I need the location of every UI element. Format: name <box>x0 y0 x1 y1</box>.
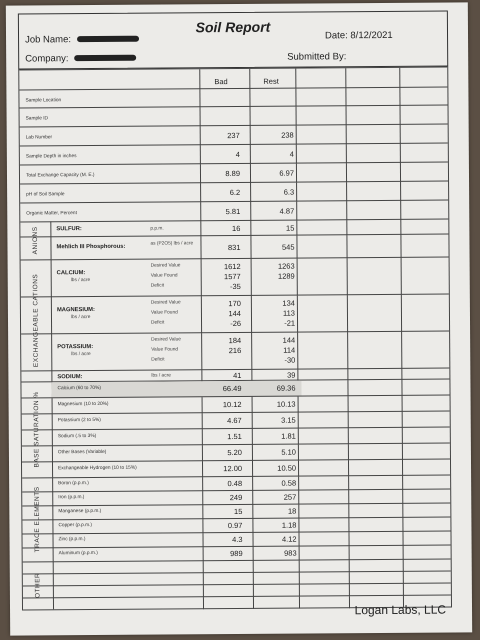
column-divider <box>347 332 348 369</box>
row-label: Copper (p.p.m.) <box>58 523 93 529</box>
cell-value: 1.81 <box>281 431 296 441</box>
cell-value: 216 <box>228 345 242 356</box>
column-divider <box>250 107 251 126</box>
row-label: Zinc (p.p.m.) <box>58 537 86 543</box>
column-divider <box>345 68 346 88</box>
column-divider <box>346 163 347 182</box>
sulfur-unit: p.p.m. <box>150 226 164 232</box>
cell-value: 1.51 <box>227 431 242 442</box>
column-divider <box>298 477 299 491</box>
column-divider <box>297 296 298 333</box>
magnesium-label: MAGNESIUM: <box>56 307 95 314</box>
calcium-unit: lbs / acre <box>70 278 91 284</box>
column-divider <box>348 476 349 490</box>
column-divider <box>401 380 402 396</box>
cell-value: 184 <box>228 335 242 346</box>
column-divider <box>401 332 402 369</box>
column-divider <box>402 428 403 444</box>
cell-value: 41 <box>233 370 242 381</box>
column-divider <box>348 532 349 546</box>
cell-value: 1.18 <box>281 520 297 530</box>
value-type-label: Value Found <box>150 273 178 279</box>
column-divider <box>400 182 401 201</box>
phosphorous-unit: as (P2O5) lbs / acre <box>150 241 194 247</box>
magnesium-unit: lbs / acre <box>70 315 91 321</box>
column-divider <box>296 183 297 202</box>
row-label: Potassium (2 to 5%) <box>57 417 101 424</box>
cell-value: 10.12 <box>222 399 242 410</box>
cell-value: 1612 <box>223 261 241 272</box>
date-label: Date: <box>324 30 348 42</box>
row-label: Calcium (60 to 70%) <box>57 385 101 392</box>
calcium-label: CALCIUM: <box>56 270 86 277</box>
column-divider <box>399 68 400 88</box>
cell-value: 134 <box>282 298 295 308</box>
column-divider <box>298 533 299 547</box>
row-label: Manganese (p.p.m.) <box>58 508 102 515</box>
company-label: Company: <box>25 53 69 65</box>
column-divider <box>347 258 348 295</box>
redaction-bar <box>77 36 139 42</box>
row-label: Aluminum (p.p.m.) <box>58 550 98 557</box>
cell-value: 989 <box>230 548 243 559</box>
column-divider <box>296 202 297 221</box>
cell-value: 237 <box>227 130 240 141</box>
column-divider <box>347 295 348 332</box>
column-divider <box>298 413 299 429</box>
cell-value: 69.36 <box>276 383 296 393</box>
column-divider <box>299 547 300 561</box>
column-divider <box>348 444 349 460</box>
row-label: Boron (p.p.m.) <box>58 481 89 487</box>
cell-value: 545 <box>281 242 295 252</box>
cell-value: 3.15 <box>281 415 296 425</box>
column-divider <box>348 428 349 444</box>
column-divider <box>348 504 349 518</box>
potassium-block <box>21 331 449 372</box>
report-title: Soil Report <box>195 18 271 36</box>
results-table <box>18 67 452 611</box>
column-divider <box>298 445 299 461</box>
column-divider <box>298 397 299 413</box>
cell-value: 113 <box>282 308 295 318</box>
column-divider <box>402 476 403 490</box>
column-divider <box>298 505 299 519</box>
cell-value: 0.48 <box>227 478 243 489</box>
column-divider <box>402 532 403 546</box>
column-divider <box>297 333 298 370</box>
potassium-unit: lbs / acre <box>71 352 91 358</box>
cell-value: -30 <box>284 355 296 365</box>
cell-value: 18 <box>287 506 297 516</box>
column-divider <box>298 429 299 445</box>
column-divider <box>401 258 402 295</box>
cell-value: 12.00 <box>223 463 243 474</box>
cell-value: 6.3 <box>283 187 295 197</box>
column-divider <box>346 106 347 125</box>
cell-value: 144 <box>228 308 241 319</box>
cell-value: 238 <box>281 130 294 140</box>
column-divider <box>295 69 296 89</box>
cell-value: 15 <box>233 506 243 517</box>
cell-value: 4.87 <box>279 206 295 216</box>
column-divider <box>199 69 200 89</box>
cell-value: -21 <box>284 318 296 328</box>
cell-value: 0.58 <box>281 478 297 488</box>
column-divider <box>402 490 403 504</box>
potassium-label: POTASSIUM: <box>57 344 94 351</box>
cell-value: 1289 <box>277 271 295 281</box>
column-divider <box>402 504 403 518</box>
job-name-field <box>25 34 139 46</box>
column-divider <box>346 182 347 201</box>
trace-elements-side-label: TRACE ELEMENTS <box>33 486 42 553</box>
column-divider <box>346 144 347 163</box>
cell-value: 4 <box>235 149 240 160</box>
cell-value: 114 <box>283 345 296 355</box>
cell-value: 4 <box>289 149 294 159</box>
cell-value: 66.49 <box>222 383 242 394</box>
column-divider <box>400 163 401 182</box>
value-type-label: Deficit <box>150 283 165 289</box>
column-divider <box>296 107 297 126</box>
cell-value: 831 <box>227 242 241 253</box>
column-divider <box>348 490 349 504</box>
cell-value: 15 <box>285 223 295 233</box>
redaction-bar <box>74 55 136 61</box>
cell-value: 0.97 <box>227 520 243 531</box>
row-label: Organic Matter, Percent <box>26 211 77 217</box>
cell-value: 5.81 <box>225 206 241 217</box>
base-saturation-side-label: BASE SATURATION % <box>33 391 41 468</box>
sulfur-label: SULFUR: <box>56 226 82 233</box>
row-label: pH of Soil Sample <box>26 192 65 198</box>
sodium-label: SODIUM: <box>57 374 83 381</box>
row-label: Sample ID <box>25 116 49 122</box>
column-header-bad: Bad <box>214 77 228 87</box>
cell-value: 983 <box>284 548 297 558</box>
cell-value: 257 <box>283 492 297 502</box>
value-type-label: Value Found <box>151 347 179 353</box>
column-divider <box>346 235 347 258</box>
column-divider <box>298 491 299 505</box>
cell-value: 4.67 <box>227 415 242 426</box>
cell-value: 5.20 <box>227 447 242 458</box>
submitted-by-label: Submitted By: <box>287 51 347 63</box>
magnesium-block <box>21 294 449 335</box>
date-value: 8/12/2021 <box>350 29 393 42</box>
column-divider <box>295 89 296 107</box>
cell-value: 6.2 <box>229 187 241 198</box>
phosphorous-label: Mehlich III Phosphorous: <box>56 243 126 251</box>
cell-value: 144 <box>282 335 296 345</box>
column-divider <box>349 546 350 560</box>
column-divider <box>346 201 347 220</box>
job-name-label: Job Name: <box>25 34 72 46</box>
row-label: Total Exchange Capacity (M. E.) <box>25 173 95 179</box>
column-divider <box>402 396 403 412</box>
column-divider <box>348 396 349 412</box>
value-type-label: Desired Value <box>150 263 181 269</box>
column-divider <box>402 444 403 460</box>
column-divider <box>400 144 401 163</box>
row-label: Exchangeable Hydrogen (10 to 15%) <box>58 465 137 472</box>
cell-value: -35 <box>229 281 241 292</box>
column-divider <box>400 125 401 144</box>
value-type-label: Desired Value <box>150 300 181 306</box>
cell-value: -26 <box>230 318 242 329</box>
column-divider <box>296 221 297 236</box>
column-divider <box>249 89 250 107</box>
cell-value: 170 <box>228 298 241 309</box>
report-header <box>18 11 448 70</box>
value-type-label: Value Found <box>150 310 178 316</box>
row-label: Other Bases (Variable) <box>57 449 107 456</box>
column-divider <box>399 88 400 106</box>
column-divider <box>298 519 299 533</box>
row-label: Sample Depth in inches <box>25 154 77 160</box>
column-divider <box>297 259 298 296</box>
column-divider <box>296 164 297 183</box>
cell-value: 10.50 <box>277 463 297 473</box>
column-divider <box>348 412 349 428</box>
row-label: Magnesium (10 to 20%) <box>57 401 109 408</box>
cell-value: 4.3 <box>232 534 243 545</box>
cations-side-label: EXCHANGEABLE CATIONS <box>32 273 40 368</box>
column-divider <box>401 295 402 332</box>
cell-value: 39 <box>287 370 296 380</box>
cell-value: 10.13 <box>276 399 296 409</box>
column-divider <box>348 460 349 476</box>
column-divider <box>347 380 348 396</box>
column-divider <box>345 88 346 106</box>
cell-value: 6.97 <box>279 168 295 178</box>
date-field <box>325 30 393 41</box>
other-side-label: OTHER <box>34 572 42 599</box>
cell-value: 249 <box>229 492 243 503</box>
row-label: Lab Number <box>25 135 53 141</box>
value-type-label: Deficit <box>151 320 165 326</box>
column-divider <box>346 125 347 144</box>
column-divider <box>403 546 404 560</box>
column-divider <box>296 145 297 164</box>
column-divider <box>400 220 401 235</box>
column-divider <box>402 460 403 476</box>
row-label: Iron (p.p.m.) <box>58 495 85 501</box>
column-divider <box>249 69 250 89</box>
soil-report-page <box>6 2 472 635</box>
value-type-label: Deficit <box>151 357 165 363</box>
column-header-rest: Rest <box>263 76 279 86</box>
column-divider <box>298 461 299 477</box>
column-divider <box>402 412 403 428</box>
column-divider <box>400 201 401 220</box>
column-divider <box>400 235 401 258</box>
column-divider <box>296 126 297 145</box>
cell-value: 4.12 <box>281 534 297 544</box>
cell-value: 1263 <box>277 261 295 271</box>
anions-side-label: ANIONS <box>31 226 40 255</box>
column-divider <box>199 89 200 107</box>
value-type-label: Desired Value <box>151 337 181 343</box>
column-divider <box>402 518 403 532</box>
column-divider <box>296 236 297 259</box>
cell-value: 5.10 <box>281 447 296 457</box>
cell-value: 1577 <box>223 271 241 282</box>
row-label: Sodium (.5 to 3%) <box>57 433 97 440</box>
column-divider <box>400 106 401 125</box>
cell-value: 8.89 <box>225 168 241 179</box>
column-divider <box>348 518 349 532</box>
cell-value: 16 <box>231 223 241 234</box>
calcium-block <box>21 257 449 298</box>
company-field <box>25 53 136 65</box>
column-divider <box>346 220 347 235</box>
sodium-unit: lbs / acre <box>151 373 171 379</box>
row-label: Sample Location <box>25 98 62 104</box>
column-divider <box>200 107 201 126</box>
lab-name: Logan Labs, LLC <box>354 602 447 618</box>
